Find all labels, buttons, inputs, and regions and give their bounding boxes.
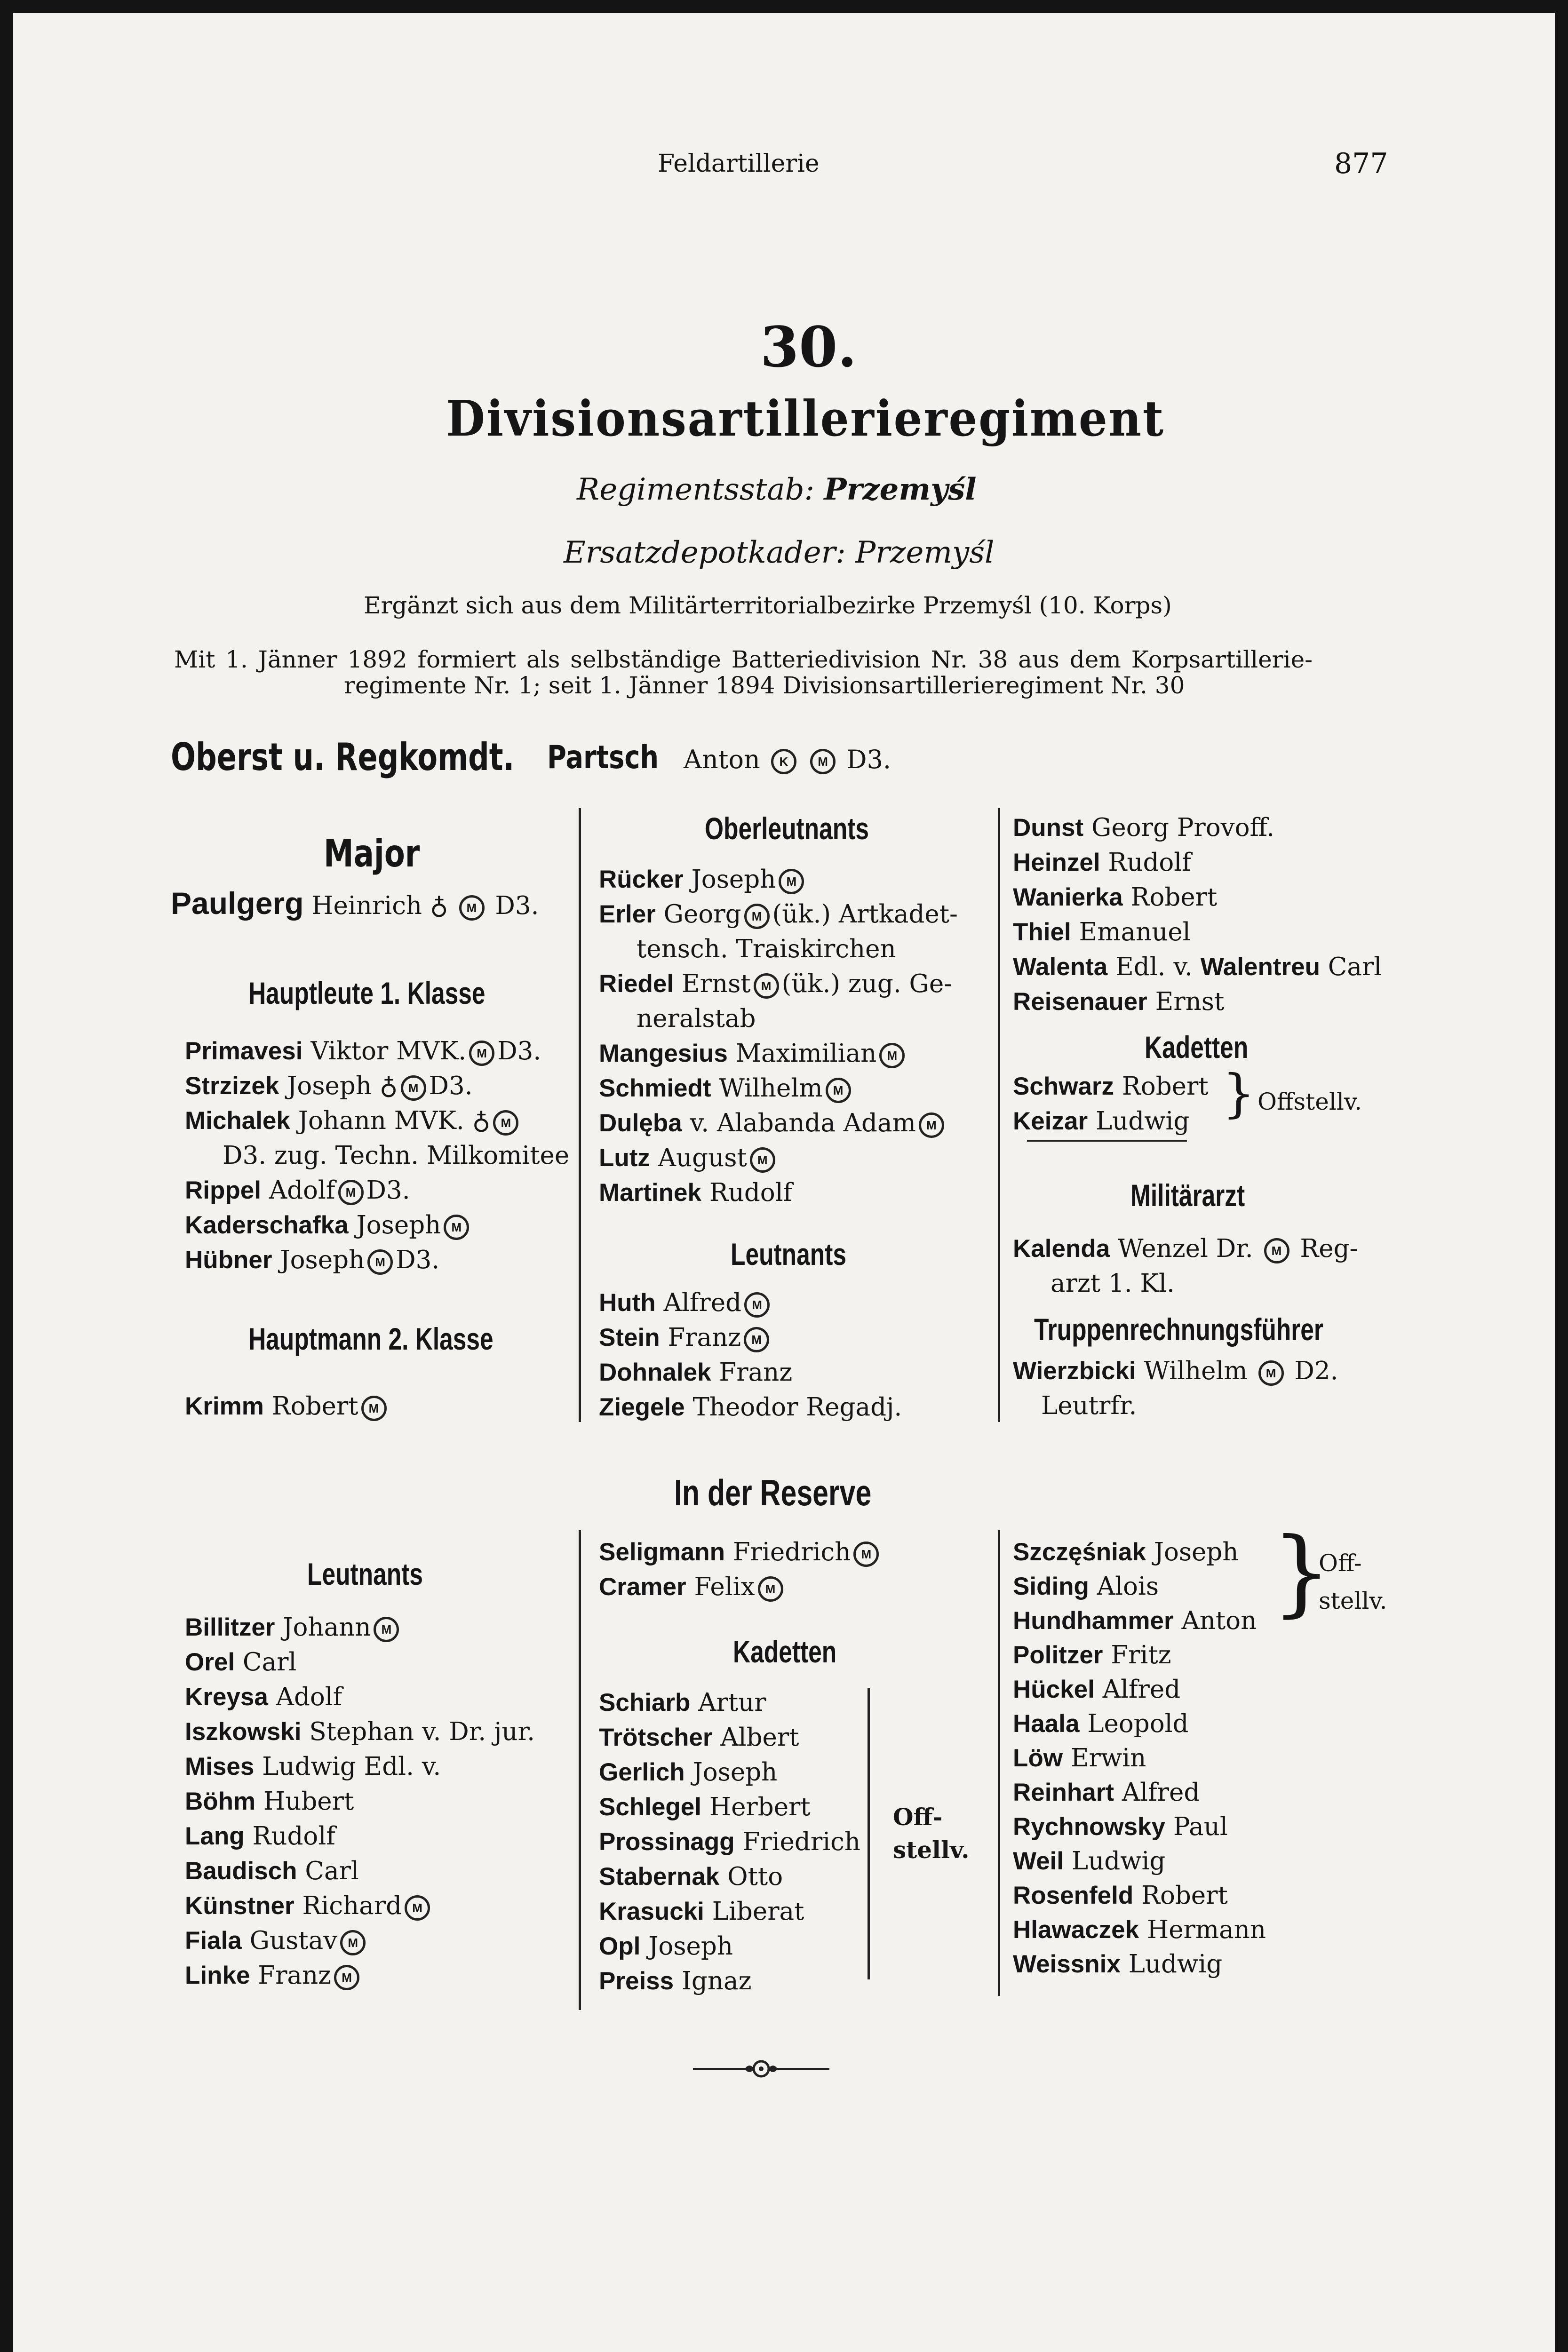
given-name: Alfred	[663, 1288, 742, 1317]
given-name: Rudolf	[1108, 848, 1191, 877]
kadetten-note: Offstellv.	[1258, 1088, 1362, 1115]
given-name: Anton	[1181, 1606, 1257, 1635]
kadetten-heading: Kadetten	[1145, 1030, 1249, 1065]
m-badge-icon: M	[826, 1078, 851, 1103]
surname: Schiarb	[599, 1689, 691, 1716]
commander-decor: D3.	[846, 745, 891, 774]
surname: Hübner	[185, 1246, 272, 1274]
m-badge-icon: M	[405, 1895, 430, 1921]
given-name: Fritz	[1111, 1641, 1171, 1669]
list-item	[599, 1320, 772, 1355]
given-name: Georg	[663, 900, 741, 929]
surname: Billitzer	[185, 1613, 275, 1641]
given-name: Stephan v. Dr. jur.	[309, 1717, 535, 1746]
m-badge-icon: M	[367, 1249, 393, 1275]
surname: Primavesi	[185, 1037, 303, 1065]
list-item	[1013, 950, 1382, 985]
list-item	[185, 1819, 335, 1854]
k-badge-icon: K	[771, 749, 796, 774]
list-item	[1013, 1638, 1171, 1672]
given-name: Theodor Regadj.	[692, 1393, 902, 1422]
history-line-2: regimente Nr. 1; seit 1. Jänner 1894 Divisionsartillerieregiment Nr. 30	[344, 672, 1185, 699]
depot-line	[564, 535, 995, 570]
given-name: Liberat	[712, 1897, 804, 1926]
surname: Schmiedt	[599, 1074, 711, 1102]
m-badge-icon: M	[444, 1215, 469, 1240]
surname: Hückel	[1013, 1676, 1095, 1703]
reserve-kadetten-note: Off- stellv.	[893, 1803, 970, 1864]
given-name: Rudolf	[709, 1178, 793, 1207]
oberleutnants-heading: Oberleutnants	[705, 811, 869, 846]
list-item	[599, 1964, 752, 1999]
truppenrechnungsfuehrer-entry: Wierzbicki Wilhelm M D2. Leutrfr.	[1013, 1357, 1338, 1420]
end-ornament-icon	[691, 2057, 832, 2081]
surname: Martinek	[599, 1179, 701, 1207]
given-name: Joseph ♁	[287, 1072, 398, 1100]
list-item	[1013, 810, 1274, 845]
surname: Riedel	[599, 970, 674, 998]
given-name: Carl	[1328, 953, 1382, 981]
column-rule	[579, 808, 581, 1422]
surname: Opl	[599, 1932, 641, 1960]
surname: Siding	[1013, 1573, 1089, 1600]
commander-rank: Oberst u. Regkomdt.	[171, 735, 515, 779]
surname: Seligmann	[599, 1538, 725, 1566]
entry-suffix: D3.	[366, 1176, 410, 1205]
surname: Fiala	[185, 1927, 242, 1955]
entry-suffix: (ük.) zug. Ge-	[781, 969, 953, 998]
list-item	[185, 1243, 439, 1278]
m-badge-icon: M	[493, 1110, 518, 1136]
column-rule	[998, 1530, 1000, 1996]
brace-icon: }	[1222, 1063, 1255, 1123]
surname: Weissnix	[1013, 1950, 1121, 1978]
continuation-text: D3. zug. Techn. Milkomitee	[223, 1141, 570, 1170]
m-badge-icon: M	[853, 1542, 879, 1567]
given-name: Rudolf	[252, 1822, 335, 1851]
given-name: Ernst	[681, 969, 751, 998]
given-name: Johann MVK. ♁	[298, 1106, 491, 1135]
m-badge-icon: M	[1264, 1238, 1289, 1263]
given-name: Robert	[1130, 883, 1218, 912]
surname: Politzer	[1013, 1641, 1103, 1669]
given-name: Ignaz	[682, 1967, 752, 1995]
list-item	[185, 1389, 390, 1424]
surname: Dunst	[1013, 814, 1084, 842]
given-name: Wilhelm	[719, 1074, 823, 1103]
list-item	[599, 1685, 766, 1720]
list-item	[185, 1645, 296, 1680]
m-badge-icon: M	[750, 1147, 775, 1173]
list-item	[185, 1680, 342, 1715]
list-item	[599, 1755, 777, 1790]
list-item	[599, 862, 807, 897]
given-name: Leopold	[1087, 1709, 1189, 1738]
surname: Walenta	[1013, 953, 1108, 981]
brace-icon: }	[1272, 1518, 1332, 1627]
list-item	[185, 1923, 368, 1958]
m-badge-icon: M	[334, 1965, 359, 1990]
m-badge-icon: M	[919, 1112, 944, 1138]
running-head-section: Feldartillerie	[658, 150, 820, 178]
reserve-heading: In der Reserve	[674, 1472, 872, 1513]
given-name: Ludwig	[1095, 1107, 1190, 1136]
hauptleute1-heading: Hauptleute 1. Klasse	[248, 976, 486, 1010]
list-item	[185, 1958, 362, 1993]
list-item	[185, 1138, 569, 1173]
list-item	[599, 1894, 804, 1929]
commander-given: Anton	[684, 745, 760, 774]
m-badge-icon: M	[744, 1292, 770, 1318]
surname: Erler	[599, 900, 656, 928]
m-badge-icon: M	[401, 1075, 426, 1101]
surname: Gerlich	[599, 1758, 685, 1786]
list-item	[1013, 1741, 1146, 1775]
list-item	[1013, 1810, 1228, 1844]
list-item	[1013, 1604, 1257, 1638]
given-name: Adolf	[276, 1683, 342, 1711]
list-item	[1013, 1672, 1180, 1707]
given-name: Hubert	[263, 1787, 354, 1816]
regimentsstab-label: Regimentsstab:	[577, 472, 815, 507]
erganzt-line: Ergänzt sich aus dem Militärterritorialbezirke Przemyśl (10. Korps)	[364, 592, 1172, 619]
surname: Walentreu	[1200, 953, 1320, 981]
list-item	[599, 1535, 882, 1570]
militaerarzt-heading: Militärarzt	[1130, 1178, 1245, 1213]
surname: Reinhart	[1013, 1779, 1114, 1806]
given-name: Emanuel	[1079, 918, 1191, 946]
list-item	[1013, 1913, 1266, 1947]
surname: Reisenauer	[1013, 988, 1147, 1016]
surname: Dulęba	[599, 1109, 682, 1137]
surname: Orel	[185, 1648, 235, 1676]
given-name: Robert	[271, 1392, 358, 1421]
given-name: Friedrich	[742, 1828, 860, 1856]
list-item	[599, 1176, 792, 1210]
given-name: Felix	[694, 1573, 755, 1601]
m-badge-icon: M	[758, 1576, 783, 1602]
commander-surname: Partsch	[547, 739, 659, 776]
given-name: Viktor MVK.	[310, 1037, 467, 1065]
surname: Ziegele	[599, 1393, 685, 1421]
list-item	[599, 1071, 854, 1106]
m-badge-icon: M	[779, 869, 804, 894]
given-name: Joseph	[691, 865, 776, 894]
surname: Kaderschafka	[185, 1211, 349, 1239]
entry-suffix: (ük.) Artkadet-	[772, 900, 958, 929]
list-item	[1013, 880, 1217, 915]
surname: Mises	[185, 1753, 255, 1780]
list-item	[185, 1173, 410, 1208]
list-item	[599, 1825, 860, 1859]
list-item	[1013, 1878, 1228, 1913]
given-name: Otto	[727, 1862, 783, 1891]
given-name: Joseph	[692, 1758, 778, 1787]
major-heading: Major	[324, 832, 420, 875]
list-item	[1013, 1707, 1188, 1741]
list-item	[1013, 1535, 1238, 1569]
surname: Haala	[1013, 1710, 1080, 1738]
m-badge-icon: M	[1258, 1360, 1284, 1386]
commander-line	[171, 735, 891, 779]
surname: Mangesius	[599, 1040, 728, 1067]
given-name: Adolf	[269, 1176, 335, 1205]
list-item	[185, 1715, 535, 1749]
list-item	[599, 1929, 733, 1964]
m-badge-icon: M	[340, 1930, 366, 1955]
m-badge-icon: M	[469, 1041, 494, 1066]
given-name: Johann	[283, 1613, 371, 1642]
surname: Krasucki	[599, 1898, 704, 1925]
page-sheet	[13, 13, 1555, 2352]
surname: Böhm	[185, 1788, 256, 1815]
surname: Paulgerg	[171, 886, 304, 921]
list-item	[1013, 1844, 1165, 1878]
list-item	[1013, 845, 1191, 880]
given-name: Joseph	[648, 1932, 733, 1961]
surname: Keizar	[1013, 1107, 1088, 1135]
list-item	[1013, 1569, 1159, 1604]
list-item	[185, 1854, 359, 1889]
reserve-kadetten-heading: Kadetten	[733, 1634, 837, 1669]
cross-icon: ♁	[430, 891, 448, 920]
given-name: Herbert	[709, 1793, 811, 1821]
list-item	[599, 1286, 772, 1320]
entry-suffix: D3.	[497, 1037, 541, 1065]
given-name: Joseph	[1154, 1538, 1239, 1566]
list-item	[599, 932, 896, 967]
given-name: Joseph	[356, 1211, 441, 1240]
hauptmann2-heading: Hauptmann 2. Klasse	[248, 1321, 493, 1356]
major-entry: Paulgerg Heinrich ♁ M D3.	[171, 886, 539, 921]
reserve-leutnants-heading: Leutnants	[307, 1557, 423, 1591]
list-item	[599, 967, 952, 1001]
list-item	[1013, 915, 1191, 950]
column-rule	[998, 808, 1000, 1422]
surname: Weil	[1013, 1847, 1064, 1875]
m-badge-icon: M	[338, 1180, 364, 1205]
list-item	[185, 1104, 521, 1138]
surname: Lutz	[599, 1144, 650, 1172]
list-item	[599, 1720, 799, 1755]
given-name: Carl	[305, 1857, 359, 1885]
continuation-text: tensch. Traiskirchen	[637, 935, 896, 963]
list-item	[185, 1034, 541, 1069]
given-name: Erwin	[1070, 1744, 1146, 1772]
continuation-text: neralstab	[637, 1004, 756, 1033]
surname: Rippel	[185, 1176, 261, 1204]
surname: Schlegel	[599, 1793, 701, 1821]
given-name: Franz	[668, 1323, 741, 1352]
militaerarzt-entry: Kalenda Wenzel Dr. M Reg- arzt 1. Kl.	[1013, 1234, 1358, 1298]
surname: Strzizek	[185, 1072, 279, 1100]
m-badge-icon: M	[459, 895, 485, 921]
m-badge-icon: M	[754, 973, 779, 999]
m-badge-icon: M	[374, 1617, 399, 1642]
given-name: Alois	[1097, 1572, 1159, 1601]
given-name: Ludwig Edl. v.	[262, 1752, 441, 1781]
surname: Michalek	[185, 1107, 290, 1135]
surname: Schwarz	[1013, 1073, 1114, 1100]
list-item	[185, 1889, 433, 1923]
given-name: Ludwig	[1071, 1847, 1166, 1875]
list-item	[185, 1784, 354, 1819]
list-item	[599, 1859, 783, 1894]
m-badge-icon: M	[744, 1327, 769, 1352]
m-badge-icon: M	[879, 1043, 905, 1068]
given-name: Friedrich	[732, 1538, 851, 1566]
surname: Thiel	[1013, 918, 1071, 946]
m-badge-icon: M	[361, 1396, 387, 1421]
list-item	[1013, 985, 1224, 1019]
given-name: Robert	[1141, 1881, 1228, 1910]
given-name: Alfred	[1102, 1675, 1181, 1704]
given-name: Georg Provoff.	[1091, 813, 1275, 842]
surname: Prossinagg	[599, 1828, 735, 1856]
list-item	[599, 1001, 756, 1036]
depot-place: Przemyśl	[855, 535, 995, 570]
given-name: Franz	[719, 1358, 793, 1387]
surname: Trötscher	[599, 1724, 713, 1751]
surname: Wanierka	[1013, 883, 1123, 911]
surname: Rychnowsky	[1013, 1813, 1166, 1841]
regiment-name: Divisionsartillerieregiment	[446, 389, 1165, 447]
given-name: Joseph	[280, 1246, 365, 1274]
list-item	[185, 1749, 441, 1784]
reserve-right-note: Off- stellv.	[1319, 1549, 1387, 1614]
leutnants-heading: Leutnants	[731, 1237, 846, 1271]
surname: Kreysa	[185, 1683, 268, 1711]
list-item	[599, 1036, 907, 1071]
surname: Rücker	[599, 866, 684, 893]
surname: Künstner	[185, 1892, 294, 1920]
regiment-number: 30.	[760, 314, 857, 380]
surname: Stabernak	[599, 1863, 720, 1891]
list-item	[599, 1141, 778, 1176]
given-name: August	[658, 1144, 747, 1172]
given-name: Robert	[1122, 1072, 1209, 1101]
divider	[1027, 1140, 1187, 1142]
surname: Stein	[599, 1324, 660, 1351]
given-name: Albert	[720, 1723, 799, 1752]
given-name: Hermann	[1146, 1915, 1266, 1944]
list-item	[185, 1069, 473, 1104]
list-item	[1013, 1947, 1222, 1981]
surname: Löw	[1013, 1744, 1063, 1772]
list-item	[599, 1790, 811, 1825]
surname: Baudisch	[185, 1857, 297, 1885]
surname: Dohnalek	[599, 1359, 711, 1386]
regimentsstab-line	[577, 472, 977, 507]
depot-label: Ersatzdepotkader:	[564, 535, 846, 570]
page-number: 877	[1334, 147, 1388, 180]
given-name: Gustav	[249, 1926, 338, 1955]
surname: Linke	[185, 1962, 250, 1989]
list-item	[185, 1610, 402, 1645]
given-name: Ernst	[1155, 987, 1225, 1016]
given-name: Paul	[1173, 1812, 1228, 1841]
history-line-1: Mit 1. Jänner 1892 formiert als selbständige Batteriedivision Nr. 38 aus dem Korpsartillerie-	[174, 646, 1313, 673]
list-item	[599, 1390, 902, 1425]
given-name: Ludwig	[1128, 1950, 1223, 1979]
given-name: Maximilian	[735, 1039, 877, 1068]
given-name: Edl. v.	[1115, 953, 1201, 981]
regimentsstab-place: Przemyśl	[824, 472, 977, 507]
list-item	[1013, 1775, 1200, 1810]
surname: Cramer	[599, 1573, 686, 1601]
surname: Szczęśniak	[1013, 1538, 1146, 1566]
surname: Hlawaczek	[1013, 1916, 1139, 1944]
list-item	[1013, 1069, 1209, 1104]
given-name: Carl	[242, 1648, 297, 1677]
surname: Preiss	[599, 1967, 674, 1995]
column-rule	[579, 1530, 581, 2010]
list-item	[185, 1208, 472, 1243]
entry-suffix: D3.	[429, 1072, 473, 1100]
m-badge-icon: M	[810, 749, 836, 774]
surname: Heinzel	[1013, 849, 1100, 876]
given-name: Franz	[258, 1961, 332, 1990]
list-item	[1013, 1104, 1189, 1139]
m-badge-icon: M	[744, 904, 770, 929]
list-item	[599, 1106, 947, 1141]
truppenrechnungsfuehrer-heading: Truppenrechnungsführer	[1034, 1312, 1323, 1347]
list-item	[599, 1355, 792, 1390]
given-name: Alfred	[1122, 1778, 1200, 1807]
entry-suffix: D3.	[396, 1246, 440, 1274]
bracket	[865, 1688, 870, 1979]
surname: Rosenfeld	[1013, 1882, 1134, 1909]
given-name: Richard	[302, 1891, 402, 1920]
surname: Huth	[599, 1289, 656, 1317]
list-item	[599, 1570, 786, 1605]
surname: Iszkowski	[185, 1718, 302, 1746]
given-name: Artur	[698, 1688, 766, 1717]
surname: Hundhammer	[1013, 1607, 1174, 1635]
surname: Krimm	[185, 1392, 264, 1420]
given-name: v. Alabanda Adam	[690, 1109, 916, 1137]
surname: Lang	[185, 1822, 245, 1850]
list-item	[599, 897, 958, 932]
